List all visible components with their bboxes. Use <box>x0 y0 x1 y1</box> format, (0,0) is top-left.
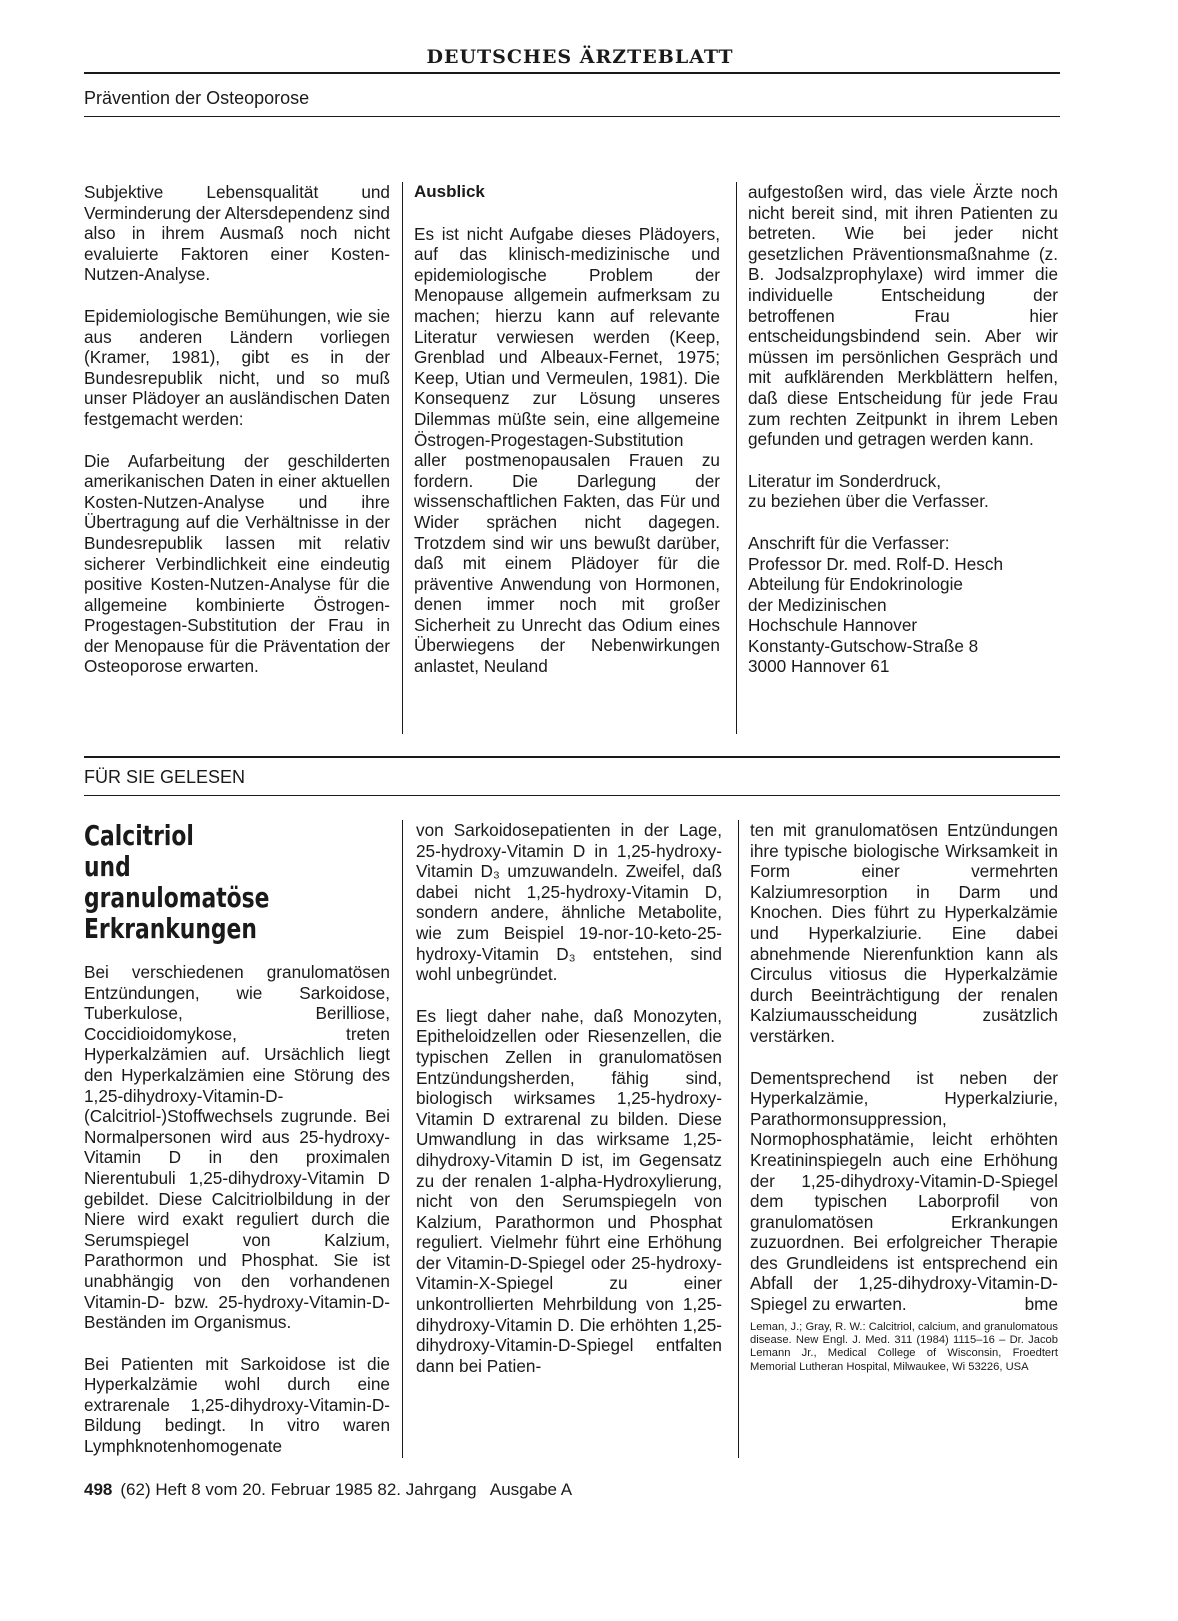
column-divider <box>402 182 403 734</box>
paragraph: Subjektive Lebensqualität und Verminderung der Altersdependenz sind also in ihrem Ausmaß noch nicht evaluierte Faktoren einer Kosten-Nutzen-Analyse. <box>84 182 390 285</box>
paragraph: Es ist nicht Aufgabe dieses Plädoyers, auf das klinisch-medizinische und epidemiologische Problem der Menopause allgemein aufmerksam zu machen; hierzu kann auf relevante Literatur verwiesen werden (Keep, Grenblad und Albeaux-Fernet, 1975; Keep, Utian und Vermeulen, 1981). Die Konsequenz zur Lösung unseres Dilemmas müßte sein, eine allgemeine Östrogen-Progestagen-Substitution aller postmenopausalen Frauen zu fordern. Die Darlegung der wissenschaftlichen Fakten, das Für und Wider sprächen nicht dagegen. Trotzdem sind wir uns bewußt darüber, daß mit einem Plädoyer für die präventive Anwendung von Hormonen, denen immer noch mit großer Sicherheit zu Unrecht das Odium eines Überwiegens der Nebenwirkungen anlastet, Neuland <box>414 223 720 677</box>
section-title: Prävention der Osteoporose <box>84 88 310 108</box>
top-column-3 <box>748 182 1058 677</box>
address-line: Abteilung für Endokrinologie <box>748 574 963 595</box>
column-divider <box>736 182 737 734</box>
article-title: Calcitriol und granulomatöse Erkrankungen <box>84 819 270 945</box>
address-line: Konstanty-Gutschow-Straße 8 <box>748 635 979 656</box>
paragraph-text: Dementsprechend ist neben der Hyperkalzämie, Hyperkalziurie, Parathormonsuppression, Normophosphatämie, leicht erhöhten Kreatininspiegeln auch eine Erhöhung der 1,25-dihydroxy-Vitamin-D-Spiegel dem typischen Laborprofil von granulomatösen Erkrankungen zuzuordnen. Bei erfolgreicher Therapie des Grundleidens ist entsprechend ein Abfall der 1,25-dihydroxy-Vitamin-D-Spiegel zu erwarten. <box>750 1067 1058 1315</box>
author-address <box>748 533 1058 677</box>
section2-title: FÜR SIE GELESEN <box>84 767 246 787</box>
bottom-column-2 <box>416 820 722 1376</box>
bottom-column-1 <box>84 820 390 1457</box>
page-number: 498 <box>84 1480 113 1499</box>
paragraph: von Sarkoidosepatienten in der Lage, 25-hydroxy-Vitamin D in 1,25-hydroxy-Vitamin D₃ umzuwandeln. Zweifel, daß dabei nicht 1,25-hydroxy-Vitamin D, sondern andere, ähnliche Metabolite, wie zum Beispiel 19-nor-10-keto-25-hydroxy-Vitamin D₃ entstehen, sind wohl unbegründet. <box>416 820 722 985</box>
section-rule <box>84 116 1060 117</box>
subheading-ausblick: Ausblick <box>414 182 485 201</box>
address-line: der Medizinischen <box>748 594 887 615</box>
paragraph: Bei Patienten mit Sarkoidose ist die Hyperkalzämie wohl durch eine extrarenale 1,25-dihydroxy-Vitamin-D-Bildung bedingt. In vitro waren Lymphknotenhomogenate <box>84 1353 390 1457</box>
bottom-column-3 <box>750 820 1058 1374</box>
paragraph <box>750 1068 1058 1315</box>
paragraph: Epidemiologische Bemühungen, wie sie aus anderen Ländern vorliegen (Kramer, 1981), gibt es in der Bundesrepublik nicht, und so muß unser Plädoyer an ausländischen Daten festgemacht werden: <box>84 305 390 429</box>
top-column-1 <box>84 182 390 677</box>
paragraph: Bei verschiedenen granulomatösen Entzündungen, wie Sarkoidose, Tuberkulose, Berilliose, Coccidioidomykose, treten Hyperkalzämien auf. Ursächlich liegt den Hyperkalzämien eine Störung des 1,25-dihydroxy-Vitamin-D-(Calcitriol-)Stoffwechsels zugrunde. Bei Normalpersonen wird aus 25-hydroxy-Vitamin D in den proximalen Nierentubuli 1,25-dihydroxy-Vitamin D gebildet. Diese Calcitriolbildung in der Niere wird exakt reguliert durch die Serumspiegel von Kalzium, Parathormon und Phosphat. Sie ist unabhängig von den vorhandenen Vitamin-D- bzw. 25-hydroxy-Vitamin-D-Beständen im Organismus. <box>84 962 390 1333</box>
address-line: 3000 Hannover 61 <box>748 656 890 677</box>
masthead: DEUTSCHES ÄRZTEBLATT <box>426 46 734 68</box>
literature-line: Literatur im Sonderdruck, <box>748 470 941 491</box>
page-footer <box>84 1480 572 1500</box>
paragraph: aufgestoßen wird, das viele Ärzte noch nicht bereit sind, mit ihren Patienten zu betreten. Wie bei jeder nicht gesetzlichen Präventionsmaßnahme (z. B. Jodsalzprophylaxe) wird immer die individuelle Entscheidung der betroffenen Frau hier entscheidungsbindend sein. Aber wir müssen im persönlichen Gespräch und mit aufklärenden Merkblättern helfen, daß diese Entscheidung für jede Frau zum rechten Zeitpunkt in ihrem Leben gefunden und getragen werden kann. <box>748 182 1058 450</box>
address-line: Professor Dr. med. Rolf-D. Hesch <box>748 553 1004 574</box>
literature-note <box>748 471 1058 512</box>
literature-line: zu beziehen über die Verfasser. <box>748 491 989 512</box>
address-line: Hochschule Hannover <box>748 615 918 636</box>
author-signature: bme <box>1024 1294 1058 1315</box>
section2-rule <box>84 795 1060 796</box>
paragraph: Die Aufarbeitung der geschilderten amerikanischen Daten in einer aktuellen Kosten-Nutzen-Analyse und ihre Übertragung auf die Verhältnisse in der Bundesrepublik lassen mit relativ sicherer Verbindlichkeit eine eindeutig positive Kosten-Nutzen-Analyse für die allgemeine kombinierte Östrogen-Progestagen-Substitution der Frau in der Menopause für die Präventation der Osteoporose erwarten. <box>84 450 390 677</box>
issue-info: (62) Heft 8 vom 20. Februar 1985 82. Jahrgang Ausgabe A <box>120 1480 573 1499</box>
column-divider <box>738 820 739 1458</box>
masthead-rule <box>84 72 1060 74</box>
reference-citation: Leman, J.; Gray, R. W.: Calcitriol, calcium, and granulomatous disease. New Engl. J. Med. 311 (1984) 1115–16 – Dr. Jacob Lemann Jr., Medical College of Wisconsin, Froedtert Memorial Lutheran Hospital, Milwaukee, Wi 53226, USA <box>750 1320 1058 1373</box>
top-column-2 <box>414 182 720 677</box>
section2-top-rule <box>84 756 1060 758</box>
paragraph: ten mit granulomatösen Entzündungen ihre typische biologische Wirksamkeit in Form einer vermehrten Kalziumresorption in Darm und Knochen. Dies führt zu Hyperkalzämie und Hyperkalziurie. Eine dabei abnehmende Nierenfunktion kann als Circulus vitiosus die Hyperkalzämie durch Beeinträchtigung der renalen Kalziumausscheidung zusätzlich verstärken. <box>750 820 1058 1046</box>
column-divider <box>402 820 403 1458</box>
paragraph: Es liegt daher nahe, daß Monozyten, Epitheloidzellen oder Riesenzellen, die typischen Zellen in granulomatösen Entzündungsherden, fähig sind, biologisch wirksames 1,25-hydroxy-Vitamin D extrarenal zu bilden. Diese Umwandlung in das wirksame 1,25-dihydroxy-Vitamin D ist, im Gegensatz zu der renalen 1-alpha-Hydroxylierung, nicht von den Serumspiegeln von Kalzium, Parathormon und Phosphat reguliert. Vielmehr führt eine Erhöhung der Vitamin-D-Spiegel oder 25-hydroxy-Vitamin-X-Spiegel zu einer unkontrollierten Mehrbildung von 1,25-dihydroxy-Vitamin D. Die erhöhten 1,25-dihydroxy-Vitamin-D-Spiegel entfalten dann bei Patien- <box>416 1005 722 1376</box>
address-line: Anschrift für die Verfasser: <box>748 532 950 553</box>
